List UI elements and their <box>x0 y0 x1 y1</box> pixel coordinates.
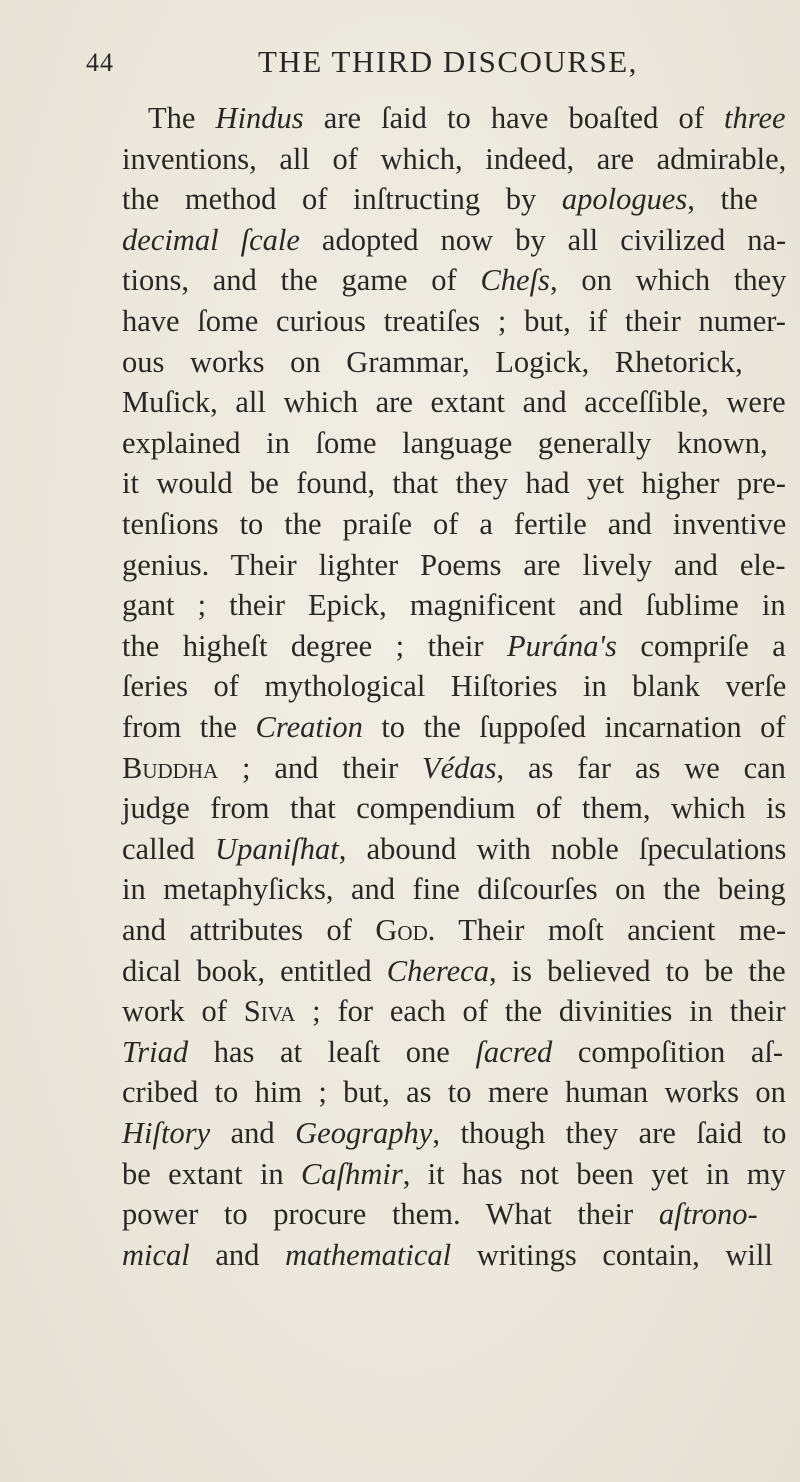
text-line: cribed to him ; but, as to mere human works on <box>122 1075 786 1110</box>
text-line: have ſome curious treatiſes ; but, if their numer- <box>122 304 786 338</box>
text-line: tions, and the game of Cheſs, on which they <box>122 263 787 298</box>
text-line: judge from that compendium of them, which is <box>122 791 787 826</box>
text-line: The Hindus are ſaid to have boaſted of three <box>148 101 786 135</box>
page-number: 44 <box>86 48 114 77</box>
text-line: called Upaniſhat, abound with noble ſpeculations <box>122 831 787 866</box>
text-line: from the Creation to the ſuppoſed incarnation of <box>122 710 786 744</box>
text-line: ſeries of mythological Hiſtories in blank verſe <box>122 669 787 704</box>
text-line: inventions, all of which, indeed, are admirable, <box>122 141 787 176</box>
text-line: explained in ſome language generally known, <box>122 425 768 460</box>
text-line: in metaphyſicks, and fine diſcourſes on the being <box>122 872 786 907</box>
text-line: mical and mathematical writings contain, will <box>122 1237 773 1272</box>
text-line: Buddha ; and their Védas, as far as we can <box>122 750 786 785</box>
text-line: power to procure them. What their aſtrono- <box>122 1197 758 1232</box>
text-line: dical book, entitled Chereca, is believed to be the <box>122 953 786 988</box>
text-line: genius. Their lighter Poems are lively and ele- <box>122 547 786 582</box>
text-line: tenſions to the praiſe of a fertile and inventive <box>122 507 787 541</box>
text-line: ous works on Grammar, Logick, Rhetorick, <box>122 344 743 379</box>
running-head <box>86 44 760 84</box>
text-line: be extant in Caſhmir, it has not been yet in my <box>122 1156 786 1191</box>
text-line: decimal ſcale adopted now by all civilized na- <box>122 222 787 257</box>
text-line: Muſick, all which are extant and acceſſible, were <box>122 385 786 420</box>
running-title: THE THIRD DISCOURSE, <box>258 44 638 79</box>
text-line: it would be found, that they had yet higher pre- <box>122 466 786 501</box>
text-line: Hiſtory and Geography, though they are ſaid to <box>122 1116 787 1150</box>
text-line: gant ; their Epick, magnificent and ſublime in <box>122 588 786 623</box>
text-line: work of Siva ; for each of the divinities in their <box>122 994 786 1029</box>
text-line: the higheſt degree ; their Purána's compriſe a <box>122 628 786 663</box>
text-line: and attributes of God. Their moſt ancient me- <box>122 913 787 947</box>
text-line: the method of inſtructing by apologues, the <box>122 182 758 217</box>
text-line: Triad has at leaſt one ſacred compoſition aſ- <box>122 1034 784 1069</box>
